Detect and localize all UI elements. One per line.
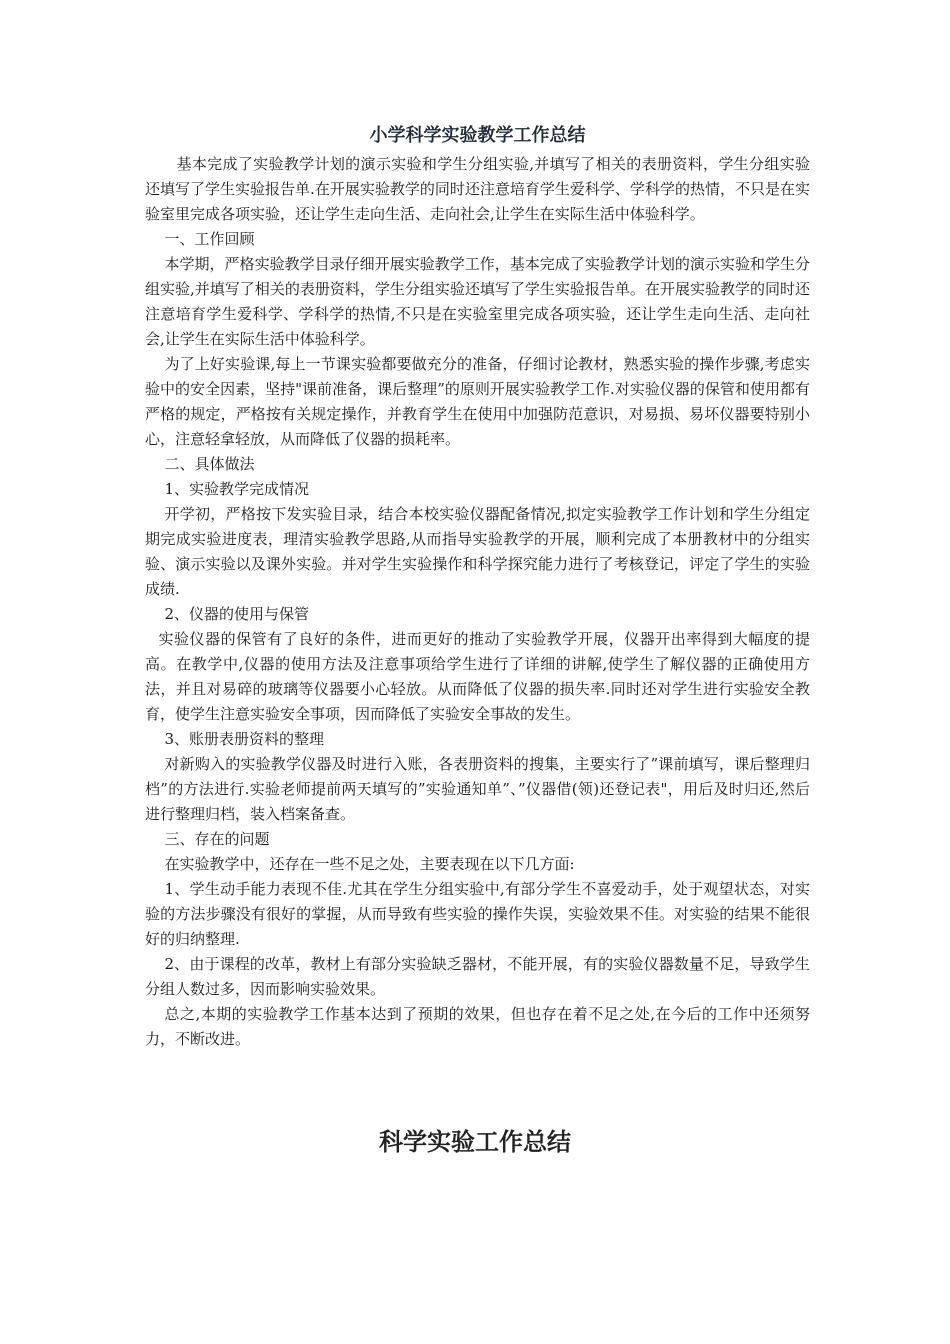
paragraph: 三、存在的问题 xyxy=(164,830,270,848)
paragraph: 1、实验教学完成情况 xyxy=(164,480,310,498)
paragraph: 3、账册表册资料的整理 xyxy=(164,730,325,748)
paragraph-list xyxy=(145,152,810,1052)
paragraph: 实验仪器的保管有了良好的条件，进而更好的推动了实验教学开展，仪器开出率得到大幅度的提高。在教学中,仪器的使用方法及注意事项给学生进行了详细的讲解,使学生了解仪器的正确使用方法，并且对易碎的玻璃等仪器要小心轻放。从而降低了仪器的损失率.同时还对学生进行实验安全教育，使学生注意实验安全事项，因而降低了实验安全事故的发生。 xyxy=(145,630,810,723)
page-title: 小学科学实验教学工作总结 xyxy=(369,125,586,146)
paragraph: 2、仪器的使用与保管 xyxy=(164,605,310,623)
document-body xyxy=(145,122,810,1052)
paragraph: 2、由于课程的改革，教材上有部分实验缺乏器材，不能开展，有的实验仪器数量不足，导致学生分组人数过多，因而影响实验效果。 xyxy=(145,955,810,998)
paragraph: 总之,本期的实验教学工作基本达到了预期的效果，但也存在着不足之处,在今后的工作中还须努力，不断改进。 xyxy=(145,1005,810,1048)
paragraph: 二、具体做法 xyxy=(164,455,255,473)
paragraph: 一、工作回顾 xyxy=(164,230,255,248)
paragraph: 为了上好实验课,每上一节课实验都要做充分的准备，仔细讨论教材，熟悉实验的操作步骤,考虑实验中的安全因素，坚持"课前准备，课后整理”的原则开展实验教学工作.对实验仪器的保管和使用都有严格的规定，严格按有关规定操作，并教育学生在使用中加强防范意识，对易损、易坏仪器要特别小心，注意轻拿轻放，从而降低了仪器的损耗率。 xyxy=(145,355,810,448)
paragraph: 本学期，严格实验教学目录仔细开展实验教学工作，基本完成了实验教学计划的演示实验和学生分组实验,并填写了相关的表册资料，学生分组实验还填写了学生实验报告单。在开展实验教学的同时还注意培育学生爱科学、学科学的热情,不只是在实验室里完成各项实验，还让学生走向生活、走向社会,让学生在实际生活中体验科学。 xyxy=(145,255,810,348)
paragraph: 对新购入的实验教学仪器及时进行入账，各表册资料的搜集，主要实行了”课前填写，课后整理归档”的方法进行.实验老师提前两天填写的”实验通知单”、”仪器借(领)还登记表"，用后及时归还,然后进行整理归档，装入档案备查。 xyxy=(145,755,810,823)
paragraph: 1、学生动手能力表现不佳.尤其在学生分组实验中,有部分学生不喜爱动手，处于观望状态，对实验的方法步骤没有很好的掌握，从而导致有些实验的操作失误，实验效果不佳。对实验的结果不能很好的归纳整理. xyxy=(145,880,810,948)
paragraph: 开学初，严格按下发实验目录，结合本校实验仪器配备情况,拟定实验教学工作计划和学生分组定期完成实验进度表，理清实验教学思路,从而指导实验教学的开展，顺利完成了本册教材中的分组实验、演示实验以及课外实验。并对学生实验操作和科学探究能力进行了考核登记，评定了学生的实验成绩. xyxy=(145,505,810,598)
paragraph: 在实验教学中，还存在一些不足之处，主要表现在以下几方面: xyxy=(164,855,575,873)
section-title: 科学实验工作总结 xyxy=(379,1128,571,1156)
paragraph: 基本完成了实验教学计划的演示实验和学生分组实验,并填写了相关的表册资料，学生分组实验还填写了学生实验报告单.在开展实验教学的同时还注意培育学生爱科学、学科学的热情，不只是在实验室里完成各项实验，还让学生走向生活、走向社会,让学生在实际生活中体验科学。 xyxy=(145,155,810,223)
